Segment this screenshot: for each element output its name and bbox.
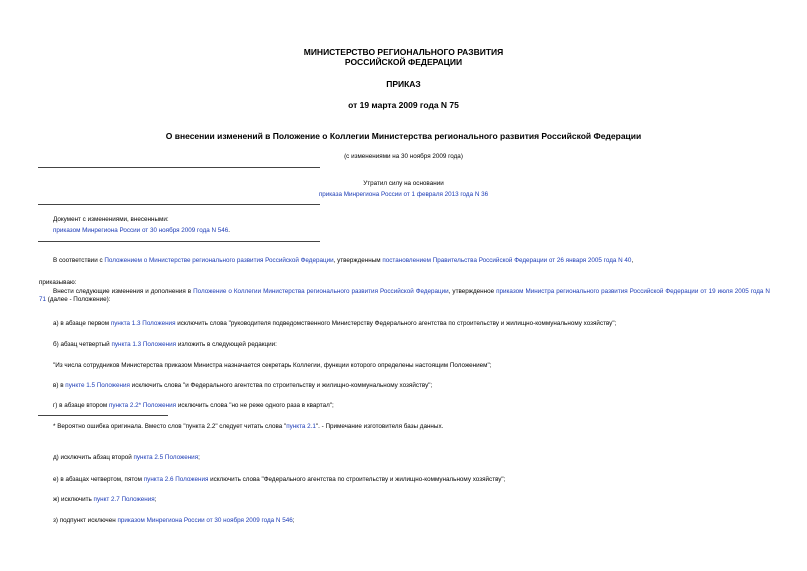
item-z-link[interactable]: приказом Минрегиона России от 30 ноября 2009 года N 546 <box>117 517 293 524</box>
order-word: приказываю: <box>39 279 77 286</box>
invalidation-link-row <box>0 191 807 199</box>
document-title: О внесении изменений в Положение о Коллегии Министерства регионального развития Российской Федерации <box>165 131 642 141</box>
item-d: д) исключить абзац второй пункта 2.5 Положения; <box>53 454 200 461</box>
changes-link[interactable]: приказом Минрегиона России от 30 ноября 2009 года N 546 <box>53 227 229 234</box>
regulation-link[interactable]: Положением о Министерстве регионального развития Российской Федерации <box>104 257 334 264</box>
footnote: * Вероятно ошибка оригинала. Вместо слов "пункта 2.2" следует читать слова "пункта 2.1". - Примечание изготовителя базы данных. <box>53 423 444 430</box>
item-b: б) абзац четвертый пункта 1.3 Положения изложить в следующей редакции: <box>53 341 277 348</box>
invalidation-link[interactable]: приказа Минрегиона России от 1 февраля 2013 года N 36 <box>318 191 489 198</box>
item-e: е) в абзацах четвертом, пятом пункта 2.6 Положения исключить слова "Федерального агентства по строительству и жилищно-коммунальному хозяйству"; <box>53 476 506 483</box>
item-zh: ж) исключить пункт 2.7 Положения; <box>53 496 157 503</box>
footnote-link[interactable]: пункта 2.1 <box>286 423 316 430</box>
footnote-divider <box>38 415 168 416</box>
ministry-name-line2: РОССИЙСКОЙ ФЕДЕРАЦИИ <box>344 57 463 67</box>
item-a-link[interactable]: пункта 1.3 Положения <box>110 320 176 327</box>
item-b-quote: "Из числа сотрудников Министерства приказом Министра назначается секретарь Коллегии, функции которого определены настоящим Положением"; <box>53 362 492 369</box>
document-date-number: от 19 марта 2009 года N 75 <box>348 100 459 110</box>
divider <box>38 167 320 168</box>
minister-order-link[interactable]: приказом Министра регионального развития Российской Федерации от 19 июля 2005 года N 71 <box>39 288 770 303</box>
item-g-link[interactable]: пункта 2.2* Положения <box>109 402 177 409</box>
item-a: а) в абзаце первом пункта 1.3 Положения исключить слова "руководителя подведомственного Министерству Федерального агентства по строительству и жилищно-коммунальному хозяйству"; <box>53 320 617 327</box>
item-e-link[interactable]: пункта 2.6 Положения <box>143 476 209 483</box>
changes-heading: Документ с изменениями, внесенными: <box>53 216 169 223</box>
decree-paragraph: Внести следующие изменения и дополнения в Положение о Коллегии Министерства регионального развития Российской Федерации, утвержденное приказом Министра регионального развития Российской Федерации от 19 июля 2005 года N 71 (далее - Положение): <box>39 288 770 303</box>
item-d-link[interactable]: пункта 2.5 Положения <box>133 454 199 461</box>
changes-end: . <box>228 227 231 234</box>
collegium-regulation-link[interactable]: Положение о Коллегии Министерства регионального развития Российской Федерации <box>193 288 449 295</box>
divider <box>38 241 320 242</box>
item-b-link[interactable]: пункта 1.3 Положения <box>111 341 177 348</box>
preamble-paragraph: В соответствии с Положением о Министерстве регионального развития Российской Федерации, утвержденным постановлением Правительства Российской Федерации от 26 января 2005 года N 40, <box>53 257 634 264</box>
item-v-link[interactable]: пункте 1.5 Положения <box>65 382 130 389</box>
divider <box>38 204 320 205</box>
item-v: в) в пункте 1.5 Положения исключить слова "и Федерального агентства по строительству и жилищно-коммунальному хозяйству"; <box>53 382 433 389</box>
item-zh-link[interactable]: пункт 2.7 Положения <box>93 496 155 503</box>
invalidation-text: Утратил силу на основании <box>363 180 444 187</box>
document-type: ПРИКАЗ <box>386 79 421 89</box>
item-g: г) в абзаце втором пункта 2.2* Положения исключить слова "но не реже одного раза в квартал"; <box>53 402 334 409</box>
changes-link-row <box>53 227 230 235</box>
government-decree-link[interactable]: постановлением Правительства Российской Федерации от 26 января 2005 года N 40 <box>382 257 632 264</box>
amendment-note: (с изменениями на 30 ноября 2009 года) <box>344 153 463 160</box>
item-z: з) подпункт исключен приказом Минрегиона России от 30 ноября 2009 года N 546; <box>53 517 295 524</box>
ministry-name-line1: МИНИСТЕРСТВО РЕГИОНАЛЬНОГО РАЗВИТИЯ <box>303 47 504 57</box>
